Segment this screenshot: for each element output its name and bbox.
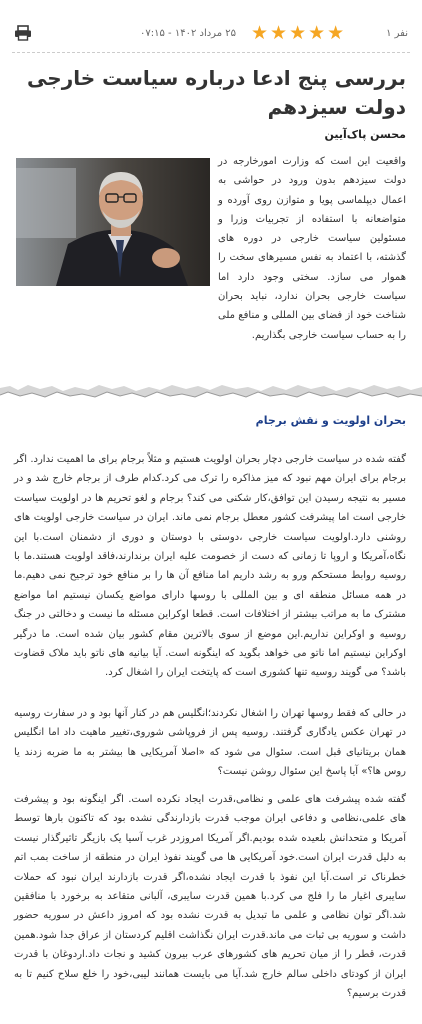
rating-stars[interactable] [250,21,345,44]
star-icon[interactable]: ★ [327,21,345,44]
article-title: بررسی پنج ادعا درباره سیاست خارجی دولت سیزدهم [27,66,406,119]
printer-icon[interactable] [14,25,32,41]
torn-paper-divider [0,382,422,400]
body-paragraph: گفته شده پیشرفت های علمی و نظامی،قدرت ایجاد نکرده است. اگر اینگونه بود و پیشرفت های علمی،نظامی و دفاعی ایران موجب قدرت بازدارندگی نشده بود که تاکنون بارها توسط آمریکا و متحدانش بلعیده شده بودیم.اگر آمریکا امروزدر غرب آسیا یک بازیگر تاثیرگذار نیست به دلیل قدرت ایران است.خود آمریکایی ها می گویند نفوذ ایران در منطقه از ساخت بمب اتم خطرناک تر است.آیا این نفوذ با قدرت ایجاد نشده،اگر قدرت بازدارند ایران نبود که حملات سایبری اغیار ما را فلج می کرد.با همین قدرت سایبری، آلبانی متقاعد به برخورد با منافقین شد.اگر توان نظامی و علمی ما تبدیل به قدرت نشده بود که امروز داعش در سوریه حضور داشت و سوریه بی ثبات می ماند.قدرت ایران نگذاشت اقلیم کردستان از عراق جدا شود.همین قدرت، قطر را از میان تحریم های کشورهای عرب بیرون کشید و نجات داد.اردوغان با قدرت ایران از کودتای داخلی سالم خارج شد.آیا می بایست همانند لیبی،خود را خلع سلاح کنیم تا به قدرت برسیم؟ [14,794,406,1000]
publish-date: ۲۵ مرداد ۱۴۰۲ - ۰۷:۱۵ [140,27,236,39]
author-name: محسن پاک‌آیین [324,128,406,141]
author-photo [16,158,210,286]
body-paragraph: در حالی که فقط روسها تهران را اشغال نکردند؛انگلیس هم در کنار آنها بود و در سفارت روسیه در تهران عکس یادگاری گرفتند. روسیه پس از فروپاشی شوروی،تغییر ماهیت داد اما انگلیس همان بریتانیای قبل است. سئوال می شود که «اصلا آمریکایی ها بیشتر به ما ضربه زدند یا روس ها؟» آیا پاسخ این سئوال روشن نیست؟ [14,708,406,778]
body-paragraph: گفته شده در سیاست خارجی دچار بحران اولویت هستیم و مثلاً برجام برای ما اهمیت ندارد. اگر برجام برای ایران مهم نبود که میز مذاکره را ترک می کرد.کدام طرف از برجام خارج شد و در مسیر به نتیجه رسیدن این توافق،کار شکنی می کند؟ برجام و لغو تحریم ها در اولویت سیاست خارجی است اما پیشرفت کشور معطل برجام نمی ماند. ایران در سیاست خارجی اولویت های روشنی دارد.اولویت سیاست خارجی ،دوستی با دوستان و دوری از دشمنان است.با این نگاه،آمریکا و اروپا تا زمانی که دست از خصومت علیه ایران برندارند،فاقد اولویت هستند.ما با روسیه روابط مستحکم ورو به رشد داریم اما منافع آن ها را بر منافع خود ترجیح نمی دهیم.ما در همه مسائل منطقه ای و بین المللی با روسها دارای مواضع یکسان نیستیم اما مواضع مشترک ما به مراتب بیشتر از اختلافات است. قطعا اوکراین مسئله ما نیست و دخالتی در جنگ روسیه و اوکراین نداریم.این موضع از سوی بالاترین مقام کشور بیان شده است. ما درگیر اوکراین نیستیم اما ناتو می خواهد بگوید که اینگونه است. آیا بیانیه های ناتو باید ملاک قضاوت باشد؟ می گویند روسیه تنها کشوری است که پایتخت ایران را اشغال کرد. [14,454,406,679]
star-icon[interactable]: ★ [270,21,288,44]
vote-count: ۱ نفر [386,27,408,39]
star-icon[interactable]: ★ [308,21,326,44]
section-title: بحران اولویت و نقش برجام [255,414,406,427]
meta-divider [12,52,410,53]
star-icon[interactable]: ★ [289,21,307,44]
article-meta-bar [14,22,408,44]
star-icon[interactable]: ★ [250,21,269,44]
article-lead: واقعیت این است که وزارت امورخارجه در دولت سیزدهم بدون ورود در حواشی به اعمال دیپلماسی پویا و متوازن روی آورده و متواضعانه با استفاده از تجربیات وزرا و مسئولین سیاست خارجی در دوره های گذشته، با اعتماد به نفس مسیرهای سخت را هموار می سازد. سختی وجود دارد اما سیاست خارجی بحران ندارد، نباید بحران شناخت خود از فضای بین المللی و منافع ملی را به حساب سیاست خارجی بگذاریم. [218,156,406,341]
